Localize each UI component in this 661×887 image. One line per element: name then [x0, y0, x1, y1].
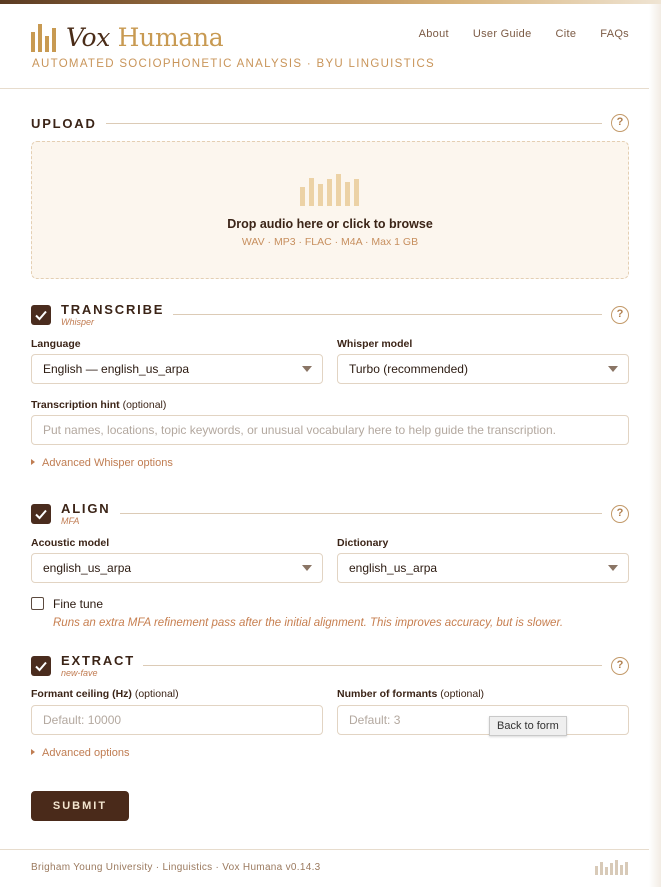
logo[interactable]: [31, 24, 223, 52]
dictionary-label: Dictionary: [337, 537, 389, 549]
footer-divider: [0, 849, 649, 850]
chevron-down-icon: [608, 565, 618, 571]
nav-about[interactable]: About: [418, 28, 449, 40]
upload-title: UPLOAD: [31, 116, 97, 131]
language-label: Language: [31, 338, 81, 350]
align-checkbox[interactable]: [31, 504, 51, 524]
dropzone-text: Drop audio here or click to browse: [227, 217, 433, 231]
fine-tune-checkbox[interactable]: [31, 597, 44, 610]
footer-waveform-icon: [595, 860, 628, 875]
caret-right-icon: [31, 459, 35, 465]
advanced-options-toggle[interactable]: Advanced options: [31, 747, 129, 759]
fine-tune-label: Fine tune: [53, 597, 104, 611]
extract-help-icon[interactable]: ?: [611, 657, 629, 675]
language-select[interactable]: [31, 354, 323, 384]
check-icon: [34, 308, 48, 322]
number-of-formants-label: Number of formants (optional): [337, 688, 485, 700]
check-icon: [34, 507, 48, 521]
align-subtitle: MFA: [61, 516, 80, 526]
transcribe-rule: [173, 314, 602, 315]
number-of-formants-input[interactable]: Default: 3: [337, 705, 629, 735]
dictionary-select[interactable]: [337, 553, 629, 583]
submit-button[interactable]: SUBMIT: [31, 791, 129, 821]
header-divider: [0, 88, 649, 89]
whisper-model-select[interactable]: [337, 354, 629, 384]
transcribe-subtitle: Whisper: [61, 317, 95, 327]
transcription-hint-input[interactable]: Put names, locations, topic keywords, or unusual vocabulary here to help guide the transcription.: [31, 415, 629, 445]
whisper-model-label: Whisper model: [337, 338, 413, 350]
align-title: ALIGN: [61, 501, 111, 516]
back-to-form-tooltip: Back to form: [489, 716, 567, 736]
extract-checkbox[interactable]: [31, 656, 51, 676]
dictionary-value: english_us_arpa: [349, 561, 438, 575]
extract-subtitle: new-fave: [61, 668, 98, 678]
upload-rule: [106, 123, 602, 124]
whisper-model-value: Turbo (recommended): [349, 362, 468, 376]
dropzone-formats: WAV · MP3 · FLAC · M4A · Max 1 GB: [241, 236, 419, 248]
formant-ceiling-input[interactable]: Default: 10000: [31, 705, 323, 735]
chevron-down-icon: [302, 565, 312, 571]
nav-cite[interactable]: Cite: [555, 28, 577, 40]
top-accent-bar: [0, 0, 661, 4]
acoustic-model-select[interactable]: [31, 553, 323, 583]
chevron-down-icon: [608, 366, 618, 372]
formant-ceiling-label: Formant ceiling (Hz) (optional): [31, 688, 179, 700]
nav-user-guide[interactable]: User Guide: [472, 28, 532, 40]
tagline: AUTOMATED SOCIOPHONETIC ANALYSIS · BYU LINGUISTICS: [32, 58, 436, 70]
chevron-down-icon: [302, 366, 312, 372]
advanced-whisper-toggle[interactable]: Advanced Whisper options: [31, 457, 173, 469]
top-nav: [419, 28, 629, 40]
align-help-icon[interactable]: ?: [611, 505, 629, 523]
extract-rule: [143, 665, 602, 666]
transcribe-checkbox[interactable]: [31, 305, 51, 325]
extract-title: EXTRACT: [61, 653, 135, 668]
check-icon: [34, 659, 48, 673]
transcribe-title: TRANSCRIBE: [61, 302, 165, 317]
waveform-icon: [300, 174, 359, 206]
transcription-hint-label: Transcription hint (optional): [31, 399, 167, 411]
nav-faqs[interactable]: FAQs: [600, 28, 629, 40]
audio-dropzone[interactable]: [31, 141, 629, 279]
acoustic-model-label: Acoustic model: [31, 537, 110, 549]
bar-chart-icon: [31, 24, 56, 52]
upload-help-icon[interactable]: ?: [611, 114, 629, 132]
language-value: English — english_us_arpa: [43, 362, 190, 376]
footer-text: Brigham Young University · Linguistics · Vox Humana v0.14.3: [31, 862, 321, 873]
align-rule: [120, 513, 602, 514]
brand-name: Vox Humana: [66, 23, 224, 52]
acoustic-model-value: english_us_arpa: [43, 561, 132, 575]
right-shade: [649, 4, 661, 887]
transcribe-help-icon[interactable]: ?: [611, 306, 629, 324]
caret-right-icon: [31, 749, 35, 755]
fine-tune-description: Runs an extra MFA refinement pass after the initial alignment. This improves accuracy, but is slower.: [53, 617, 564, 629]
